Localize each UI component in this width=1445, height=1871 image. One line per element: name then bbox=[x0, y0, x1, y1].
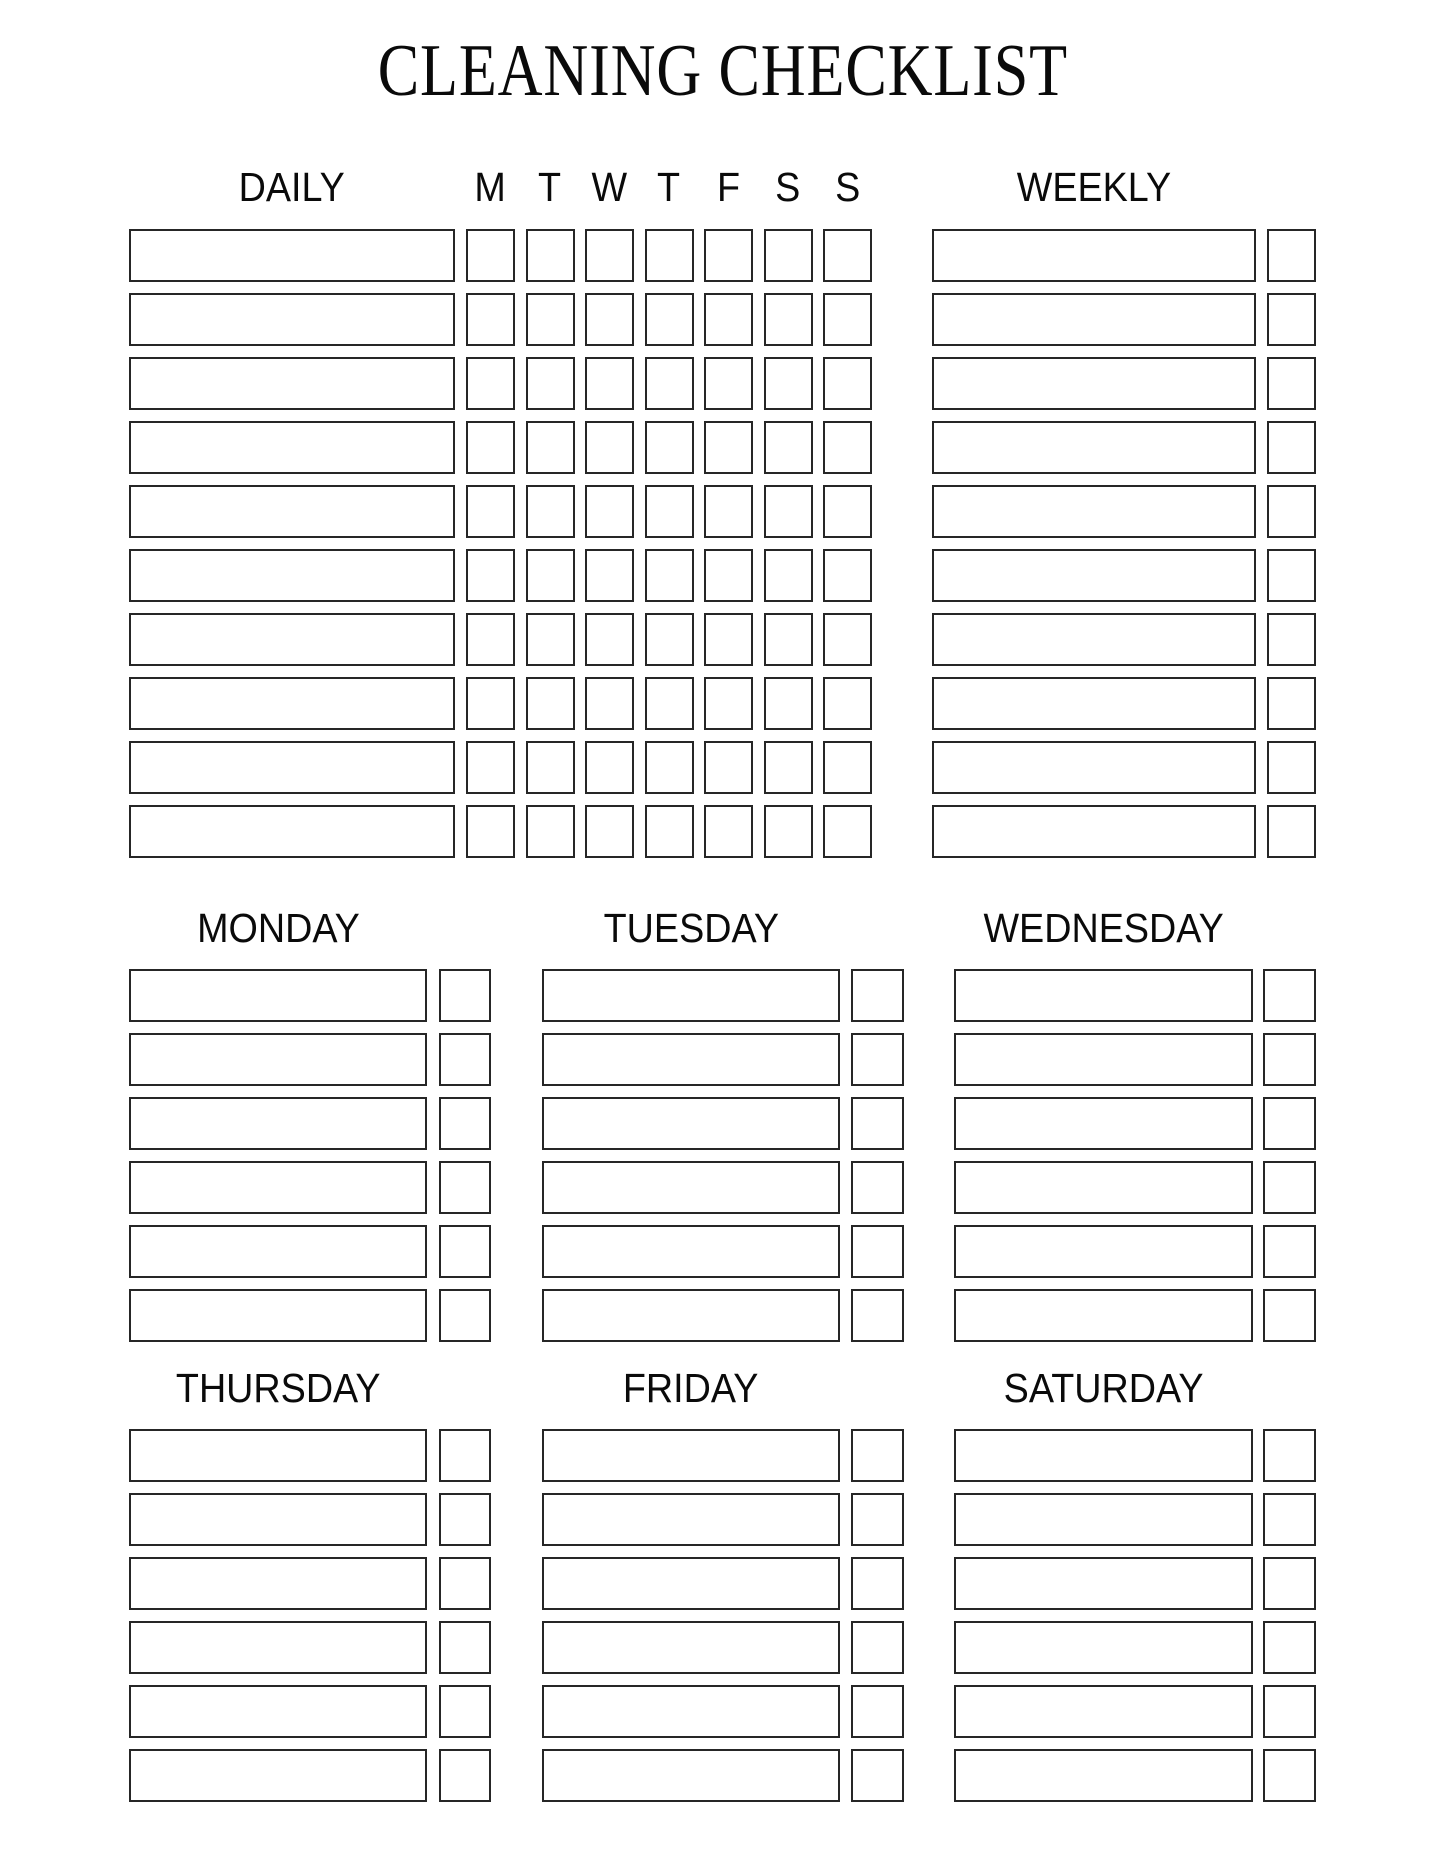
daily-checkbox[interactable] bbox=[823, 549, 872, 602]
daily-task-field[interactable] bbox=[129, 677, 455, 730]
daily-checkbox[interactable] bbox=[585, 613, 634, 666]
wednesday-checkbox[interactable] bbox=[1263, 1289, 1316, 1342]
saturday-task-field[interactable] bbox=[954, 1493, 1253, 1546]
daily-checkbox[interactable] bbox=[764, 613, 813, 666]
weekly-task-field[interactable] bbox=[932, 741, 1256, 794]
daily-checkbox[interactable] bbox=[704, 741, 753, 794]
wednesday-checkbox[interactable] bbox=[1263, 1161, 1316, 1214]
daily-checkbox[interactable] bbox=[823, 485, 872, 538]
daily-checkbox[interactable] bbox=[704, 293, 753, 346]
wednesday-heading bbox=[954, 906, 1253, 950]
daily-checkbox[interactable] bbox=[704, 549, 753, 602]
weekday-label-text: F bbox=[716, 164, 741, 210]
daily-checkbox[interactable] bbox=[585, 357, 634, 410]
saturday-checkbox[interactable] bbox=[1263, 1557, 1316, 1610]
weekday-label bbox=[764, 165, 813, 209]
daily-task-field[interactable] bbox=[129, 421, 455, 474]
wednesday-task-field[interactable] bbox=[954, 1289, 1253, 1342]
daily-task-field[interactable] bbox=[129, 549, 455, 602]
weekly-task-field[interactable] bbox=[932, 357, 1256, 410]
daily-checkbox[interactable] bbox=[823, 357, 872, 410]
monday-task-field[interactable] bbox=[129, 969, 427, 1022]
wednesday-checkbox[interactable] bbox=[1263, 1033, 1316, 1086]
saturday-checkbox[interactable] bbox=[1263, 1493, 1316, 1546]
daily-checkbox[interactable] bbox=[704, 357, 753, 410]
monday-heading-text: MONDAY bbox=[196, 905, 360, 951]
friday-task-field[interactable] bbox=[542, 1493, 840, 1546]
monday-heading bbox=[129, 906, 427, 950]
daily-checkbox[interactable] bbox=[645, 677, 694, 730]
weekly-task-field[interactable] bbox=[932, 485, 1256, 538]
daily-checkbox[interactable] bbox=[585, 549, 634, 602]
thursday-task-field[interactable] bbox=[129, 1749, 427, 1802]
daily-checkbox[interactable] bbox=[526, 741, 575, 794]
wednesday-task-field[interactable] bbox=[954, 969, 1253, 1022]
daily-checkbox[interactable] bbox=[764, 677, 813, 730]
daily-checkbox[interactable] bbox=[704, 421, 753, 474]
daily-checkbox[interactable] bbox=[645, 421, 694, 474]
thursday-task-field[interactable] bbox=[129, 1429, 427, 1482]
weekly-checkbox[interactable] bbox=[1267, 485, 1316, 538]
daily-checkbox[interactable] bbox=[645, 741, 694, 794]
daily-checkbox[interactable] bbox=[823, 805, 872, 858]
thursday-checkbox[interactable] bbox=[439, 1493, 491, 1546]
thursday-checkbox[interactable] bbox=[439, 1557, 491, 1610]
daily-checkbox[interactable] bbox=[466, 805, 515, 858]
daily-checkbox[interactable] bbox=[526, 677, 575, 730]
thursday-task-field[interactable] bbox=[129, 1685, 427, 1738]
daily-checkbox[interactable] bbox=[526, 485, 575, 538]
thursday-heading-text: THURSDAY bbox=[175, 1365, 381, 1411]
daily-checkbox[interactable] bbox=[823, 421, 872, 474]
daily-checkbox[interactable] bbox=[585, 229, 634, 282]
thursday-checkbox[interactable] bbox=[439, 1685, 491, 1738]
saturday-task-field[interactable] bbox=[954, 1749, 1253, 1802]
daily-checkbox[interactable] bbox=[526, 613, 575, 666]
daily-checkbox[interactable] bbox=[466, 229, 515, 282]
daily-checkbox[interactable] bbox=[585, 677, 634, 730]
weekly-checkbox[interactable] bbox=[1267, 357, 1316, 410]
thursday-task-field[interactable] bbox=[129, 1557, 427, 1610]
daily-checkbox[interactable] bbox=[466, 357, 515, 410]
daily-checkbox[interactable] bbox=[466, 293, 515, 346]
daily-checkbox[interactable] bbox=[823, 677, 872, 730]
thursday-task-field[interactable] bbox=[129, 1493, 427, 1546]
daily-checkbox[interactable] bbox=[704, 805, 753, 858]
thursday-task-field[interactable] bbox=[129, 1621, 427, 1674]
tuesday-checkbox[interactable] bbox=[851, 1033, 904, 1086]
saturday-heading bbox=[954, 1366, 1253, 1410]
daily-task-field[interactable] bbox=[129, 741, 455, 794]
daily-checkbox[interactable] bbox=[585, 293, 634, 346]
wednesday-task-field[interactable] bbox=[954, 1033, 1253, 1086]
weekly-checkbox[interactable] bbox=[1267, 549, 1316, 602]
daily-checkbox[interactable] bbox=[764, 229, 813, 282]
friday-checkbox[interactable] bbox=[851, 1749, 904, 1802]
friday-checkbox[interactable] bbox=[851, 1685, 904, 1738]
monday-checkbox[interactable] bbox=[439, 1161, 491, 1214]
weekly-task-field[interactable] bbox=[932, 677, 1256, 730]
thursday-checkbox[interactable] bbox=[439, 1429, 491, 1482]
daily-checkbox[interactable] bbox=[645, 805, 694, 858]
daily-checkbox[interactable] bbox=[466, 485, 515, 538]
daily-checkbox[interactable] bbox=[585, 485, 634, 538]
weekday-label bbox=[645, 165, 694, 209]
monday-checkbox[interactable] bbox=[439, 1225, 491, 1278]
saturday-checkbox[interactable] bbox=[1263, 1429, 1316, 1482]
monday-task-field[interactable] bbox=[129, 1225, 427, 1278]
weekday-label-text: W bbox=[591, 164, 628, 210]
daily-task-field[interactable] bbox=[129, 229, 455, 282]
tuesday-task-field[interactable] bbox=[542, 1033, 840, 1086]
daily-checkbox[interactable] bbox=[585, 741, 634, 794]
weekly-checkbox[interactable] bbox=[1267, 421, 1316, 474]
friday-checkbox[interactable] bbox=[851, 1621, 904, 1674]
daily-checkbox[interactable] bbox=[526, 805, 575, 858]
tuesday-task-field[interactable] bbox=[542, 1225, 840, 1278]
weekday-label-text: T bbox=[657, 164, 681, 210]
daily-checkbox[interactable] bbox=[704, 229, 753, 282]
weekday-label bbox=[466, 165, 515, 209]
daily-checkbox[interactable] bbox=[526, 357, 575, 410]
daily-task-field[interactable] bbox=[129, 805, 455, 858]
friday-task-field[interactable] bbox=[542, 1429, 840, 1482]
weekly-task-field[interactable] bbox=[932, 229, 1256, 282]
daily-task-field[interactable] bbox=[129, 613, 455, 666]
weekly-task-field[interactable] bbox=[932, 805, 1256, 858]
weekly-task-field[interactable] bbox=[932, 549, 1256, 602]
daily-checkbox[interactable] bbox=[764, 485, 813, 538]
daily-checkbox[interactable] bbox=[823, 229, 872, 282]
wednesday-heading-text: WEDNESDAY bbox=[983, 905, 1224, 951]
monday-checkbox[interactable] bbox=[439, 969, 491, 1022]
tuesday-checkbox[interactable] bbox=[851, 969, 904, 1022]
friday-task-field[interactable] bbox=[542, 1685, 840, 1738]
saturday-checkbox[interactable] bbox=[1263, 1621, 1316, 1674]
page-title-text: CLEANING CHECKLIST bbox=[377, 30, 1068, 112]
monday-task-field[interactable] bbox=[129, 1097, 427, 1150]
daily-checkbox[interactable] bbox=[823, 293, 872, 346]
friday-heading-text: FRIDAY bbox=[623, 1365, 759, 1411]
daily-checkbox[interactable] bbox=[764, 293, 813, 346]
daily-checkbox[interactable] bbox=[466, 677, 515, 730]
saturday-checkbox[interactable] bbox=[1263, 1749, 1316, 1802]
monday-task-field[interactable] bbox=[129, 1033, 427, 1086]
friday-checkbox[interactable] bbox=[851, 1493, 904, 1546]
daily-checkbox[interactable] bbox=[466, 613, 515, 666]
thursday-heading bbox=[129, 1366, 427, 1410]
daily-checkbox[interactable] bbox=[645, 229, 694, 282]
weekly-checkbox[interactable] bbox=[1267, 741, 1316, 794]
thursday-checkbox[interactable] bbox=[439, 1749, 491, 1802]
daily-checkbox[interactable] bbox=[585, 421, 634, 474]
daily-checkbox[interactable] bbox=[526, 293, 575, 346]
saturday-checkbox[interactable] bbox=[1263, 1685, 1316, 1738]
daily-checkbox[interactable] bbox=[645, 293, 694, 346]
page-title bbox=[0, 26, 1445, 116]
weekly-checkbox[interactable] bbox=[1267, 805, 1316, 858]
wednesday-checkbox[interactable] bbox=[1263, 1225, 1316, 1278]
monday-task-field[interactable] bbox=[129, 1289, 427, 1342]
tuesday-checkbox[interactable] bbox=[851, 1289, 904, 1342]
daily-checkbox[interactable] bbox=[466, 549, 515, 602]
daily-checkbox[interactable] bbox=[823, 613, 872, 666]
friday-checkbox[interactable] bbox=[851, 1429, 904, 1482]
thursday-checkbox[interactable] bbox=[439, 1621, 491, 1674]
tuesday-task-field[interactable] bbox=[542, 1097, 840, 1150]
weekly-checkbox[interactable] bbox=[1267, 613, 1316, 666]
daily-checkbox[interactable] bbox=[526, 549, 575, 602]
weekday-label bbox=[585, 165, 634, 209]
weekly-checkbox[interactable] bbox=[1267, 677, 1316, 730]
friday-task-field[interactable] bbox=[542, 1557, 840, 1610]
daily-task-field[interactable] bbox=[129, 357, 455, 410]
daily-checkbox[interactable] bbox=[466, 421, 515, 474]
daily-checkbox[interactable] bbox=[704, 485, 753, 538]
saturday-task-field[interactable] bbox=[954, 1429, 1253, 1482]
weekly-heading-text: WEEKLY bbox=[1016, 164, 1172, 210]
wednesday-checkbox[interactable] bbox=[1263, 1097, 1316, 1150]
daily-heading bbox=[129, 165, 455, 209]
friday-task-field[interactable] bbox=[542, 1621, 840, 1674]
tuesday-heading bbox=[542, 906, 840, 950]
tuesday-checkbox[interactable] bbox=[851, 1097, 904, 1150]
weekday-label bbox=[526, 165, 575, 209]
daily-checkbox[interactable] bbox=[466, 741, 515, 794]
tuesday-checkbox[interactable] bbox=[851, 1161, 904, 1214]
saturday-task-field[interactable] bbox=[954, 1685, 1253, 1738]
tuesday-task-field[interactable] bbox=[542, 969, 840, 1022]
monday-checkbox[interactable] bbox=[439, 1097, 491, 1150]
friday-heading bbox=[542, 1366, 840, 1410]
weekly-task-field[interactable] bbox=[932, 421, 1256, 474]
daily-checkbox[interactable] bbox=[645, 357, 694, 410]
daily-checkbox[interactable] bbox=[823, 741, 872, 794]
daily-checkbox[interactable] bbox=[526, 421, 575, 474]
weekly-heading bbox=[932, 165, 1256, 209]
tuesday-heading-text: TUESDAY bbox=[603, 905, 779, 951]
tuesday-task-field[interactable] bbox=[542, 1161, 840, 1214]
weekday-label-text: T bbox=[538, 164, 562, 210]
daily-checkbox[interactable] bbox=[645, 549, 694, 602]
daily-checkbox[interactable] bbox=[585, 805, 634, 858]
monday-task-field[interactable] bbox=[129, 1161, 427, 1214]
daily-checkbox[interactable] bbox=[764, 421, 813, 474]
weekday-label bbox=[823, 165, 872, 209]
monday-checkbox[interactable] bbox=[439, 1289, 491, 1342]
weekday-label-text: S bbox=[775, 164, 801, 210]
tuesday-checkbox[interactable] bbox=[851, 1225, 904, 1278]
weekly-task-field[interactable] bbox=[932, 613, 1256, 666]
daily-checkbox[interactable] bbox=[645, 485, 694, 538]
saturday-task-field[interactable] bbox=[954, 1621, 1253, 1674]
friday-task-field[interactable] bbox=[542, 1749, 840, 1802]
daily-task-field[interactable] bbox=[129, 485, 455, 538]
daily-checkbox[interactable] bbox=[526, 229, 575, 282]
monday-checkbox[interactable] bbox=[439, 1033, 491, 1086]
daily-task-field[interactable] bbox=[129, 293, 455, 346]
wednesday-checkbox[interactable] bbox=[1263, 969, 1316, 1022]
wednesday-task-field[interactable] bbox=[954, 1097, 1253, 1150]
weekday-label-text: M bbox=[474, 164, 507, 210]
weekly-checkbox[interactable] bbox=[1267, 293, 1316, 346]
wednesday-task-field[interactable] bbox=[954, 1225, 1253, 1278]
daily-checkbox[interactable] bbox=[764, 357, 813, 410]
wednesday-task-field[interactable] bbox=[954, 1161, 1253, 1214]
daily-checkbox[interactable] bbox=[704, 613, 753, 666]
saturday-heading-text: SATURDAY bbox=[1003, 1365, 1204, 1411]
weekday-label bbox=[704, 165, 753, 209]
daily-heading-text: DAILY bbox=[238, 164, 346, 210]
weekly-checkbox[interactable] bbox=[1267, 229, 1316, 282]
daily-checkbox[interactable] bbox=[645, 613, 694, 666]
tuesday-task-field[interactable] bbox=[542, 1289, 840, 1342]
weekday-label-text: S bbox=[834, 164, 861, 210]
daily-checkbox[interactable] bbox=[704, 677, 753, 730]
friday-checkbox[interactable] bbox=[851, 1557, 904, 1610]
daily-checkbox[interactable] bbox=[764, 741, 813, 794]
daily-checkbox[interactable] bbox=[764, 805, 813, 858]
daily-checkbox[interactable] bbox=[764, 549, 813, 602]
saturday-task-field[interactable] bbox=[954, 1557, 1253, 1610]
weekly-task-field[interactable] bbox=[932, 293, 1256, 346]
